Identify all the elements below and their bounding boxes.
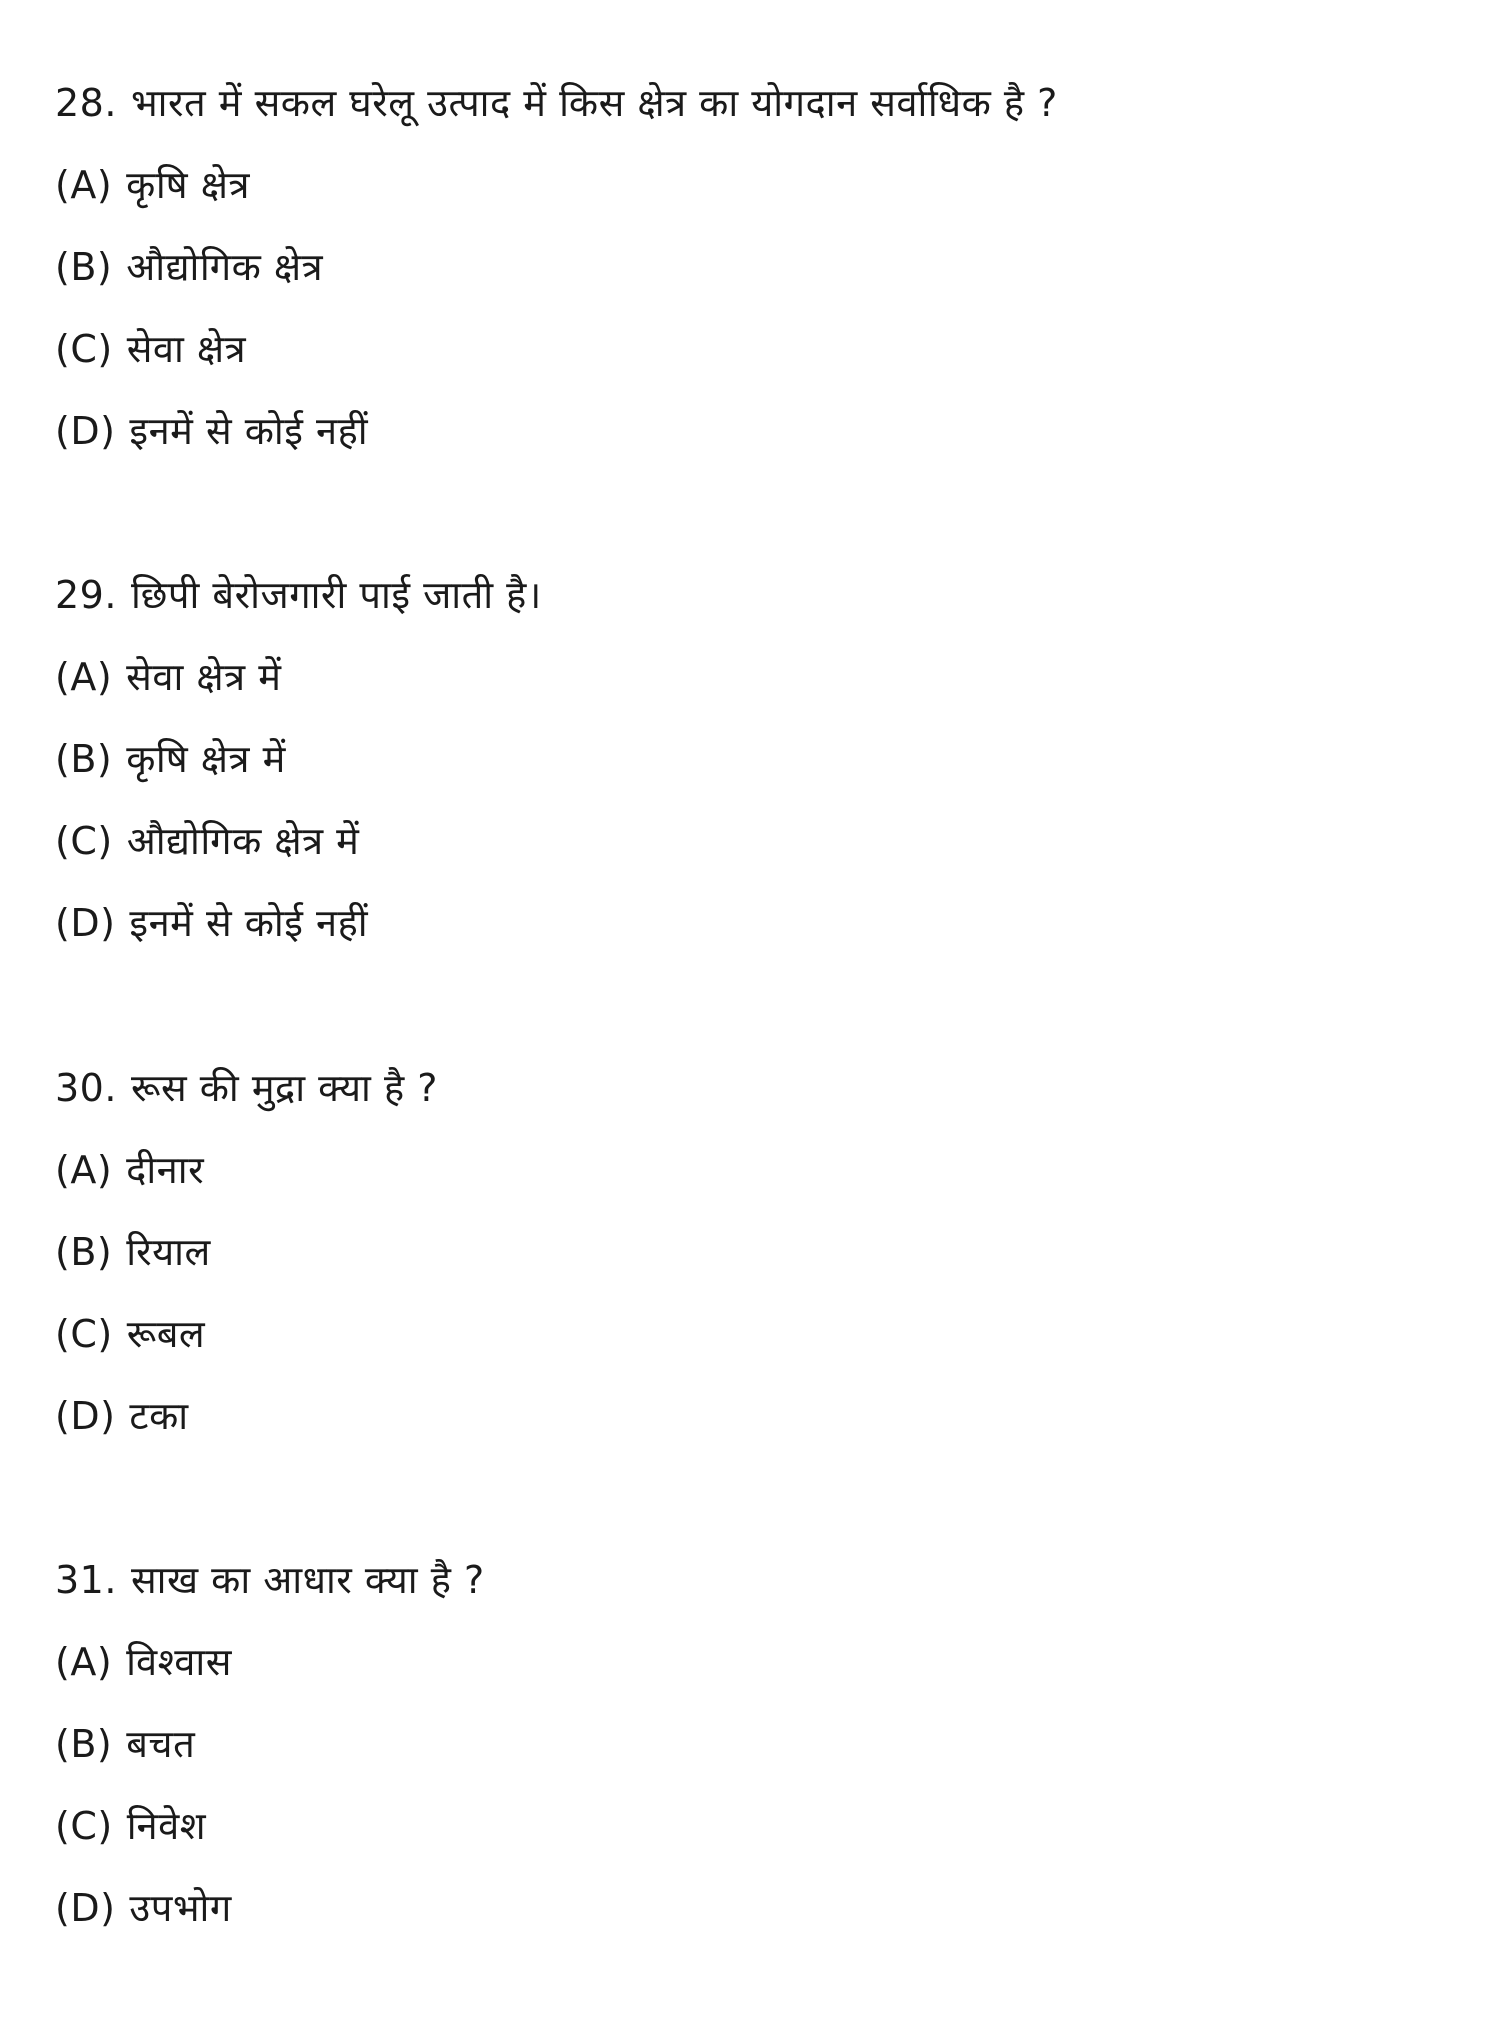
option-text: निवेश — [126, 1804, 207, 1848]
option-text: टका — [129, 1394, 189, 1438]
option-label: (A) — [55, 1148, 113, 1192]
option-label: (B) — [55, 737, 113, 781]
option-31-c — [55, 1801, 206, 1851]
question-31 — [55, 1555, 485, 1605]
option-text: औद्योगिक क्षेत्र में — [126, 819, 360, 863]
option-label: (A) — [55, 163, 113, 207]
option-29-b — [55, 734, 286, 784]
option-text: औद्योगिक क्षेत्र — [126, 245, 324, 289]
option-label: (D) — [55, 1886, 116, 1930]
question-number: 29. — [55, 573, 117, 617]
option-28-d — [55, 406, 368, 456]
option-text: बचत — [126, 1722, 196, 1766]
option-label: (C) — [55, 1804, 113, 1848]
question-text: साख का आधार क्या है ? — [130, 1558, 485, 1602]
option-label: (C) — [55, 819, 113, 863]
option-30-d — [55, 1391, 189, 1441]
option-text: कृषि क्षेत्र — [126, 163, 250, 207]
option-text: रियाल — [126, 1230, 211, 1274]
question-text: छिपी बेरोजगारी पाई जाती है। — [130, 573, 542, 617]
option-text: इनमें से कोई नहीं — [129, 901, 369, 945]
option-label: (C) — [55, 1312, 113, 1356]
option-label: (D) — [55, 901, 116, 945]
option-text: दीनार — [126, 1148, 205, 1192]
question-text: भारत में सकल घरेलू उत्पाद में किस क्षेत्र का योगदान सर्वाधिक है ? — [130, 81, 1058, 125]
option-label: (A) — [55, 1640, 113, 1684]
option-28-c — [55, 324, 246, 374]
option-30-a — [55, 1145, 204, 1195]
question-number: 30. — [55, 1066, 117, 1110]
question-29 — [55, 570, 542, 620]
option-label: (D) — [55, 409, 116, 453]
option-29-c — [55, 816, 359, 866]
question-number: 28. — [55, 81, 117, 125]
option-label: (B) — [55, 1722, 113, 1766]
option-31-a — [55, 1637, 232, 1687]
question-30 — [55, 1063, 438, 1113]
option-text: विश्वास — [126, 1640, 232, 1684]
option-28-b — [55, 242, 323, 292]
option-label: (A) — [55, 655, 113, 699]
option-30-c — [55, 1309, 205, 1359]
option-text: इनमें से कोई नहीं — [129, 409, 369, 453]
option-label: (B) — [55, 245, 113, 289]
option-label: (B) — [55, 1230, 113, 1274]
option-text: उपभोग — [129, 1886, 232, 1930]
option-text: सेवा क्षेत्र — [126, 327, 247, 371]
option-28-a — [55, 160, 250, 210]
option-text: रूबल — [126, 1312, 206, 1356]
option-30-b — [55, 1227, 211, 1277]
question-number: 31. — [55, 1558, 117, 1602]
option-label: (D) — [55, 1394, 116, 1438]
option-31-d — [55, 1883, 232, 1933]
option-text: सेवा क्षेत्र में — [126, 655, 282, 699]
question-text: रूस की मुद्रा क्या है ? — [130, 1066, 438, 1110]
question-28 — [55, 78, 1058, 128]
option-31-b — [55, 1719, 195, 1769]
option-29-a — [55, 652, 281, 702]
option-label: (C) — [55, 327, 113, 371]
option-text: कृषि क्षेत्र में — [126, 737, 286, 781]
option-29-d — [55, 898, 368, 948]
